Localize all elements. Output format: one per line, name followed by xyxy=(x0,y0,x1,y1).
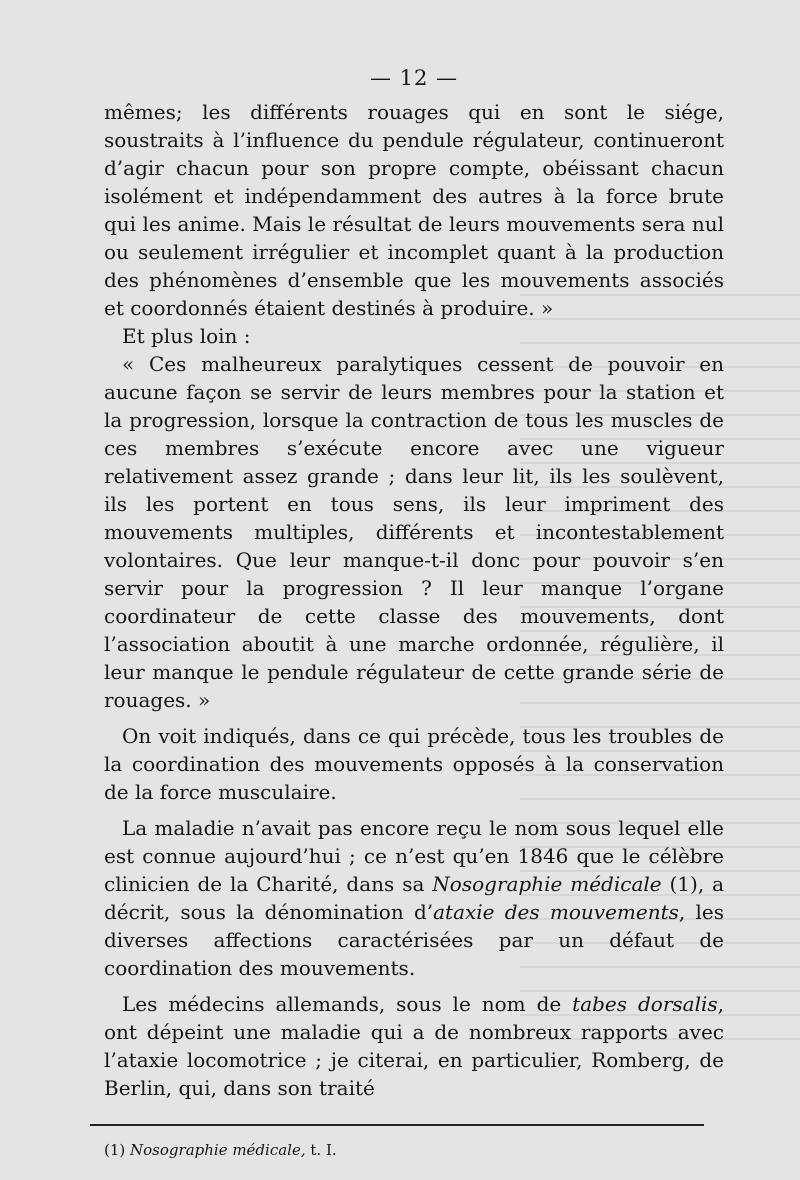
paragraph-6-italic: tabes dorsalis xyxy=(572,992,718,1016)
paragraph-3: « Ces malheureux paralytiques cessent de pouvoir en aucune façon se servir de leurs membres pour la station et la progression, lorsque la contraction de tous les muscles de ces membres s’exécute encore avec une vigueur relativement assez grande ; dans leur lit, ils les soulèvent, ils les portent en tous sens, ils leur impriment des mouvements multiples, différents et incontestablement volontaires. Que leur manque-t-il donc pour pouvoir s’en servir pour la progression ? Il leur manque l’organe coordinateur de cette classe des mouvements, dont l’association aboutit à une marche ordonnée, régulière, il leur manque le pendule régulateur de cette grande série de rouages. » xyxy=(104,352,724,712)
paragraph-5-italic-a: Nosographie médicale xyxy=(432,872,662,896)
footnote-marker: (1) xyxy=(104,1141,126,1159)
paragraph-5-text-b: (1), a décrit, sous la dénomination d’ xyxy=(104,872,725,924)
paragraph-5 xyxy=(104,814,724,982)
footnote-divider xyxy=(90,1124,704,1126)
footnote-rest: t. I. xyxy=(305,1141,337,1159)
footnote xyxy=(104,1140,724,1160)
paragraph-5-italic-b: ataxie des mouvements xyxy=(433,900,679,924)
paragraph-4: On voit indiqués, dans ce qui précède, tous les troubles de la coordination des mouvements opposés à la conservation de la force musculaire. xyxy=(104,724,724,804)
paragraph-5-text-c: , les diverses affections caractérisées par un défaut de coordination des mouvements. xyxy=(104,900,724,980)
paragraph-6-text-b: , ont dépeint une maladie qui a de nombreux rapports avec l’ataxie locomotrice ; je citerai, en particulier, Romberg, de Berlin, qui, dans son traité xyxy=(104,992,724,1100)
paragraph-2: Et plus loin : xyxy=(122,324,251,348)
page-number: — 12 — xyxy=(369,66,459,90)
paragraph-5-text-a: La maladie n’avait pas encore reçu le nom sous lequel elle est connue aujourd’hui ; ce n’est qu’en 1846 que le célèbre clinicien de la Charité, dans sa xyxy=(104,816,724,896)
paragraph-1: mêmes; les différents rouages qui en sont le siége, soustraits à l’influence du pendule régulateur, continueront d’agir chacun pour son propre compte, obéissant chacun isolément et indépendamment des autres à la force brute qui les anime. Mais le résultat de leurs mouvements sera nul ou seulement irrégulier et incomplet quant à la production des phénomènes d’ensemble que les mouvements associés et coordonnés étaient destinés à produire. » xyxy=(104,100,724,320)
paragraph-6 xyxy=(104,990,724,1102)
paragraph-6-text-a: Les médecins allemands, sous le nom de xyxy=(122,992,573,1016)
footnote-title: Nosographie médicale, xyxy=(130,1141,306,1159)
